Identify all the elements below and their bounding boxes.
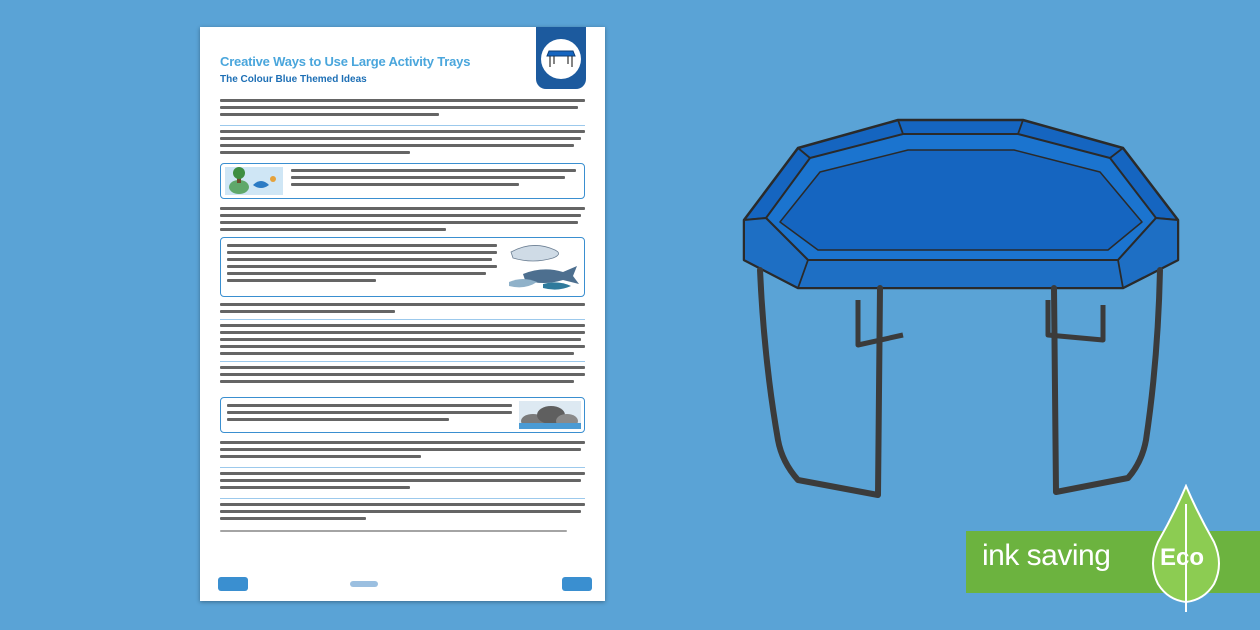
divider	[220, 125, 585, 126]
activity-tray-icon	[545, 47, 577, 69]
divider	[220, 319, 585, 320]
paragraph	[220, 99, 585, 120]
small-world-image	[225, 167, 283, 195]
badge-label: ink saving	[982, 539, 1111, 572]
activity-tray-icon	[738, 110, 1188, 510]
paragraph	[220, 207, 585, 235]
divider	[220, 498, 585, 499]
paragraph	[220, 366, 585, 387]
paragraph	[220, 503, 585, 524]
eco-label: Eco	[1160, 544, 1205, 571]
website-label	[350, 581, 378, 587]
paragraph	[220, 441, 585, 462]
paragraph	[220, 303, 585, 317]
sea-creatures-image	[503, 240, 583, 295]
footnote	[220, 530, 585, 536]
divider	[220, 361, 585, 362]
paragraph	[220, 324, 585, 359]
tray-badge	[536, 27, 586, 89]
callout-box	[220, 397, 585, 433]
callout-box	[220, 237, 585, 297]
bridge-stones-image	[519, 401, 581, 429]
document-subtitle: The Colour Blue Themed Ideas	[220, 74, 367, 85]
document-title: Creative Ways to Use Large Activity Trays	[220, 54, 471, 69]
document-preview	[200, 27, 605, 601]
callout-box	[220, 163, 585, 199]
divider	[220, 467, 585, 468]
paragraph	[220, 130, 585, 158]
paragraph	[220, 472, 585, 493]
publisher-logo	[218, 577, 248, 591]
partner-logo	[562, 577, 592, 591]
